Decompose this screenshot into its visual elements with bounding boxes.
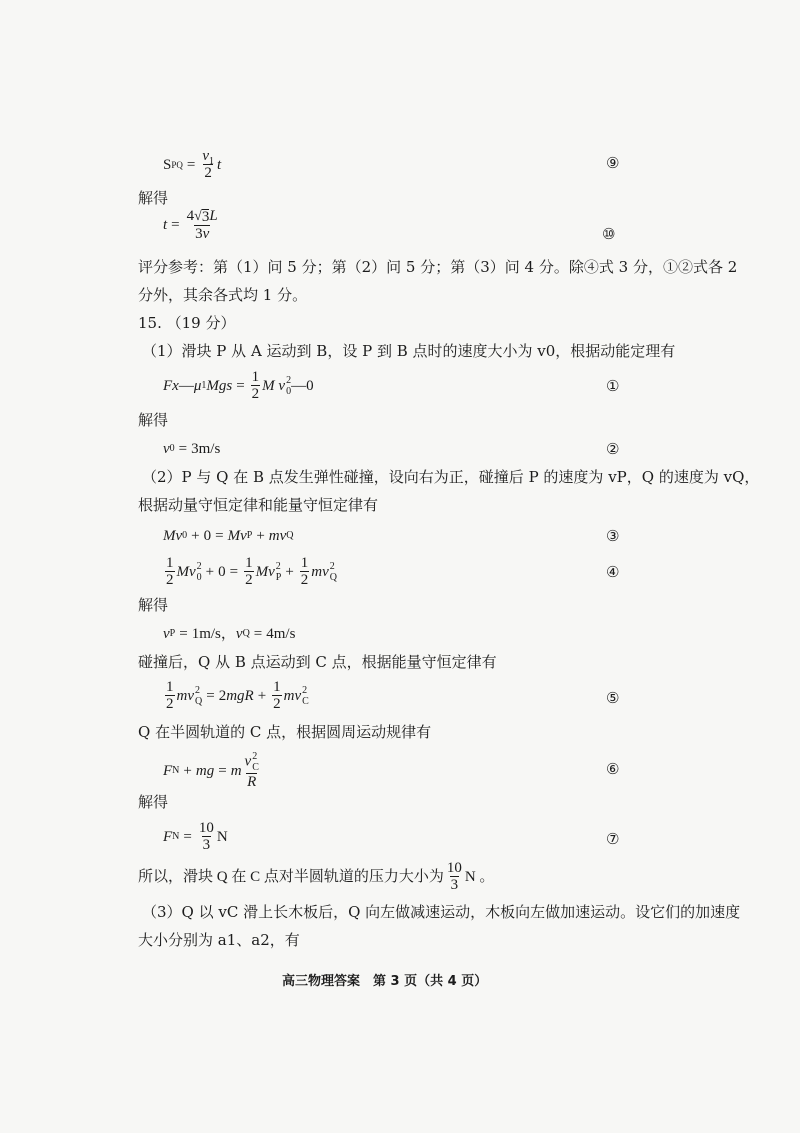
- solve-label-4: 解得: [138, 793, 169, 811]
- marker-5: ⑤: [606, 689, 620, 707]
- marker-7: ⑦: [606, 830, 620, 848]
- solve-label-3: 解得: [138, 596, 169, 614]
- equation-7: F N = $\frac{10}{3}$ N: [163, 820, 228, 853]
- solve-label-2: 解得: [138, 411, 169, 429]
- equation-5: $\frac{1}{2}$ mv 2 Q = 2 mgR + $\frac{1}{2}$ mv 2 C: [166, 679, 309, 712]
- conclusion-unit: N 。: [464, 868, 495, 885]
- marker-6: ⑥: [606, 760, 620, 778]
- marker-9: ⑨: [606, 154, 620, 172]
- marker-1: ①: [606, 377, 620, 395]
- conclusion-text: 所以，滑块 Q 在 C 点对半圆轨道的压力大小为: [138, 868, 444, 885]
- conclusion-line: 所以，滑块 Q 在 C 点对半圆轨道的压力大小为 $\frac{10}{3}$ N 。: [138, 860, 495, 893]
- equation-10: t = 4 √ 3 L 3v: [163, 208, 218, 242]
- velocity-results: v P = 1m/s， v Q = 4m/s: [163, 626, 296, 642]
- part-3-text-a: （3）Q 以 vC 滑上长木板后，Q 向左做减速运动，木板向左做加速运动。设它们的加速度: [142, 903, 741, 921]
- page-footer: 高三物理答案 第 3 页（共 4 页）: [282, 974, 488, 989]
- marker-10: ⑩: [602, 225, 616, 243]
- scoring-line-1: 评分参考：第（1）问 5 分；第（2）问 5 分；第（3）问 4 分。除④式 3 分，①②式各 2: [138, 258, 738, 276]
- part-2-text-a: （2）P 与 Q 在 B 点发生弹性碰撞，设向右为正，碰撞后 P 的速度为 vP，Q 的速度为 vQ，: [142, 468, 760, 486]
- part-3-text-b: 大小分别为 a1、a2，有: [138, 931, 300, 949]
- after-collision-text: 碰撞后，Q 从 B 点运动到 C 点，根据能量守恒定律有: [138, 653, 497, 671]
- equation-2: v 0 = 3m/s: [163, 441, 221, 457]
- marker-4: ④: [606, 563, 620, 581]
- equation-4: $\frac{1}{2}$ Mv 2 0 + 0 = $\frac{1}{2}$ Mv 2 P + $\frac{1}{2}$ mv 2 Q: [166, 555, 338, 588]
- marker-3: ③: [606, 527, 620, 545]
- part-2-text-b: 根据动量守恒定律和能量守恒定律有: [138, 496, 379, 514]
- equation-9: S PQ = $\frac{v_1}{2}$ t: [163, 148, 222, 181]
- scoring-line-2: 分外，其余各式均 1 分。: [138, 286, 308, 304]
- semicircle-text: Q 在半圆轨道的 C 点，根据圆周运动规律有: [138, 723, 432, 741]
- equation-6: F N + mg = m v 2 C R: [163, 751, 259, 790]
- question-15-heading: 15. （19 分）: [138, 314, 236, 332]
- solve-label-1: 解得: [138, 189, 169, 207]
- marker-2: ②: [606, 440, 620, 458]
- equation-1: Fx — μ 1 Mgs = $\frac{1}{2}$ M v 2 0 —0: [163, 369, 314, 402]
- part-1-text: （1）滑块 P 从 A 运动到 B，设 P 到 B 点时的速度大小为 v0，根据动能定理有: [142, 342, 676, 360]
- equation-3: Mv 0 + 0 = Mv P + mv Q: [163, 528, 294, 544]
